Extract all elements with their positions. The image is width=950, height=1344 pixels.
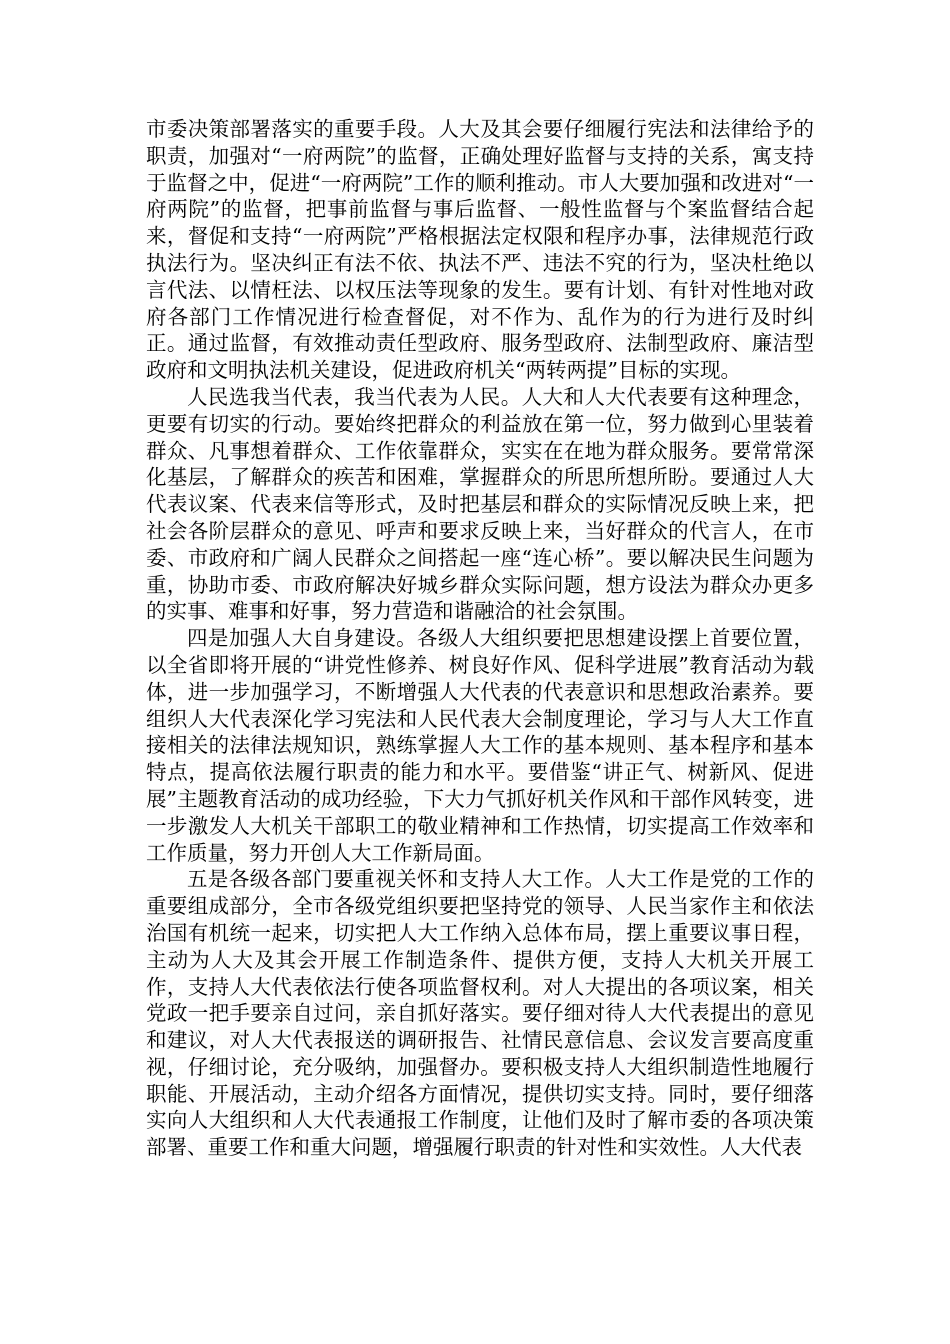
paragraph-1: 市委决策部署落实的重要手段。人大及其会要仔细履行宪法和法律给予的职责，加强对“一府两院”的监督，正确处理好监督与支持的关系，寓支持于监督之中，促进“一府两院”工作的顺利推动。市人大要加强和改进对“一府两院”的监督，把事前监督与事后监督、一般性监督与个案监督结合起来，督促和支持“一府两院”严格根据法定权限和程序办事，法律规范行政执法行为。坚决纠正有法不依、执法不严、违法不究的行为，坚决杜绝以言代法、以情枉法、以权压法等现象的发生。要有计划、有针对性地对政府各部门工作情况进行检查督促，对不作为、乱作为的行为进行及时纠正。通过监督，有效推动责任型政府、服务型政府、法制型政府、廉洁型政府和文明执法机关建设，促进政府机关“两转两提”目标的实现。 (146, 117, 814, 383)
paragraph-2: 人民选我当代表，我当代表为人民。人大和人大代表要有这种理念，更要有切实的行动。要始终把群众的利益放在第一位，努力做到心里装着群众、凡事想着群众、工作依靠群众，实实在在地为群众服务。要常常深化基层，了解群众的疾苦和困难，掌握群众的所思所想所盼。要通过人大代表议案、代表来信等形式，及时把基层和群众的实际情况反映上来，把社会各阶层群众的意见、呼声和要求反映上来，当好群众的代言人，在市委、市政府和广阔人民群众之间搭起一座“连心桥”。要以解决民生问题为重，协助市委、市政府解决好城乡群众实际问题，想方设法为群众办更多的实事、难事和好事，努力营造和谐融洽的社会氛围。 (146, 384, 814, 624)
paragraph-3: 四是加强人大自身建设。各级人大组织要把思想建设摆上首要位置，以全省即将开展的“讲党性修养、树良好作风、促科学进展”教育活动为载体，进一步加强学习，不断增强人大代表的代表意识和思想政治素养。要组织人大代表深化学习宪法和人民代表大会制度理论，学习与人大工作直接相关的法律法规知识，熟练掌握人大工作的基本规则、基本程序和基本特点，提高依法履行职责的能力和水平。要借鉴“讲正气、树新风、促进展”主题教育活动的成功经验，下大力气抓好机关作风和干部作风转变，进一步激发人大机关干部职工的敬业精神和工作热情，切实提高工作效率和工作质量，努力开创人大工作新局面。 (146, 626, 814, 865)
document-body (146, 116, 814, 1161)
paragraph-4: 五是各级各部门要重视关怀和支持人大工作。人大工作是党的工作的重要组成部分，全市各级党组织要把坚持党的领导、人民当家作主和依法治国有机统一起来，切实把人大工作纳入总体布局，摆上重要议事日程，主动为人大及其会开展工作制造条件、提供方便，支持人大机关开展工作，支持人大代表依法行使各项监督权利。对人大提出的各项议案，相关党政一把手要亲自过问，亲自抓好落实。要仔细对待人大代表提出的意见和建议，对人大代表报送的调研报告、社情民意信息、会议发言要高度重视，仔细讨论，充分吸纳，加强督办。要积极支持人大组织制造性地履行职能、开展活动，主动介绍各方面情况，提供切实支持。同时，要仔细落实向人大组织和人大代表通报工作制度，让他们及时了解市委的各项决策部署、重要工作和重大问题，增强履行职责的针对性和实效性。人大代表 (146, 867, 814, 1160)
